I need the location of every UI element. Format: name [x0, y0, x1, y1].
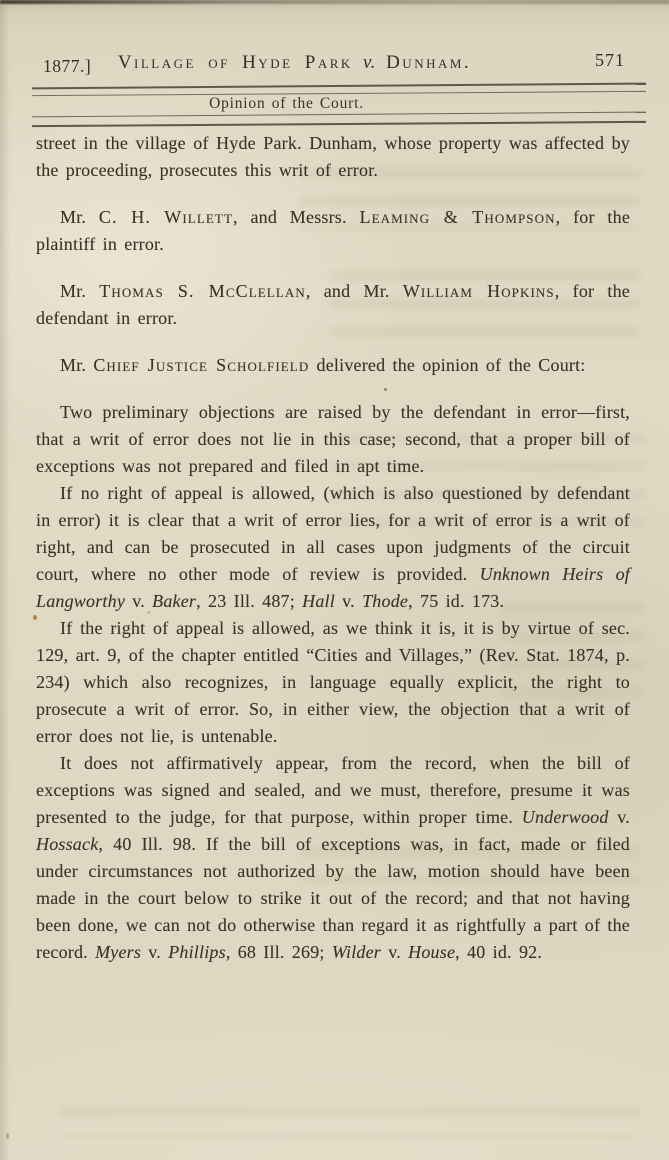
text-segment: Hossack	[36, 834, 99, 854]
page-number: 571	[595, 50, 625, 70]
scan-left-edge-shadow	[0, 0, 10, 1160]
text-segment: v.	[141, 942, 169, 962]
page-showthrough	[60, 1098, 640, 1138]
text-segment: Leaming & Thompson	[359, 207, 556, 227]
text-segment: It does not affirmatively appear, from the record, when the bill of exceptions was signed and sealed, and we must, therefore, presume it was presented to the judge, for that purpose, within proper time.	[36, 753, 630, 827]
text-segment: Village of Hyde Park	[117, 52, 353, 73]
text-segment: Two preliminary objections are raised by the defendant in error—first, that a writ of error does not lie in this case; second, that a proper bill of exceptions was not prepared and filed in apt time.	[36, 402, 630, 476]
text-segment: , 68 Ill. 269;	[225, 942, 332, 962]
scan-top-edge-shadow	[0, 0, 669, 4]
case-title	[0, 52, 629, 74]
body-paragraph	[36, 399, 630, 480]
text-segment: Underwood	[521, 807, 609, 827]
text-segment: Unknown Heirs of Langworthy	[36, 564, 630, 611]
text-segment: Chief Justice Scholfield	[93, 355, 310, 375]
text-segment: v.	[608, 807, 630, 827]
text-segment: Thode	[362, 591, 409, 611]
body-paragraph	[36, 130, 630, 184]
text-segment: Dunham.	[386, 52, 472, 73]
text-segment: , for the defendant in error.	[36, 281, 631, 328]
opinion-text	[36, 130, 630, 966]
header-rule-top	[32, 83, 646, 90]
header-rule-bottom	[32, 121, 646, 127]
text-segment: Wilder	[331, 942, 382, 962]
body-paragraph	[36, 750, 630, 966]
text-segment: Mr.	[60, 281, 100, 301]
text-segment: Phillips	[168, 942, 226, 962]
text-segment: Mr.	[60, 207, 99, 227]
section-label: Opinion of the Court.	[209, 95, 364, 112]
text-segment: Baker	[152, 591, 197, 611]
text-segment: Hall	[302, 591, 335, 611]
text-segment: House	[408, 942, 456, 962]
text-segment: William Hopkins	[402, 281, 555, 301]
body-paragraph	[36, 278, 630, 332]
text-segment: Myers	[95, 942, 142, 962]
text-segment: Thomas S. McClellan	[99, 281, 306, 301]
running-head	[0, 50, 669, 78]
text-segment: street in the village of Hyde Park. Dunham, whose property was affected by the proceeding, prosecutes this writ of error.	[36, 133, 630, 180]
text-segment: v.	[125, 591, 153, 611]
body-paragraph	[36, 615, 630, 750]
text-segment: , and Mr.	[305, 281, 403, 301]
text-segment: , for the plaintiff in error.	[36, 207, 631, 254]
text-segment: v.	[334, 591, 363, 611]
text-segment: , 23 Ill. 487;	[196, 591, 303, 611]
text-segment: If no right of appeal is allowed, (which is also questioned by defendant in error) it is clear that a writ of error lies, for a writ of error is a writ of right, and can be prosecuted in all cases upon judgments of the circuit court, where no other mode of review is provided.	[36, 483, 630, 584]
text-segment: , and Messrs.	[233, 207, 360, 227]
text-segment: delivered the opinion of the Court:	[309, 355, 586, 375]
text-segment: Mr.	[60, 355, 94, 375]
text-segment: , 75 id. 173.	[408, 591, 505, 611]
body-paragraph	[36, 204, 630, 258]
text-segment: If the right of appeal is allowed, as we think it is, it is by virtue of sec. 129, art. 9, of the chapter entitled “Cities and Villages,” (Rev. Stat. 1874, p. 234) which also recognizes, in language equally explicit, the right to prosecute a writ of error. So, in either view, the objection that a writ of error does not lie, is untenable.	[36, 618, 630, 746]
text-segment: C. H. Willett	[98, 207, 233, 227]
text-segment: v.	[352, 52, 387, 73]
text-segment: v.	[381, 942, 409, 962]
body-paragraph	[36, 352, 630, 379]
text-segment: , 40 Ill. 98. If the bill of exceptions was, in fact, made or filed under circumstances not authorized by the law, motion should have been made in the court below to strike it out of the record; and that not having been done, we can not do otherwise than regard it as rightfully a part of the record.	[36, 834, 630, 962]
body-paragraph	[36, 480, 630, 615]
text-segment: , 40 id. 92.	[455, 942, 543, 962]
year-label: 1877.]	[43, 56, 92, 76]
